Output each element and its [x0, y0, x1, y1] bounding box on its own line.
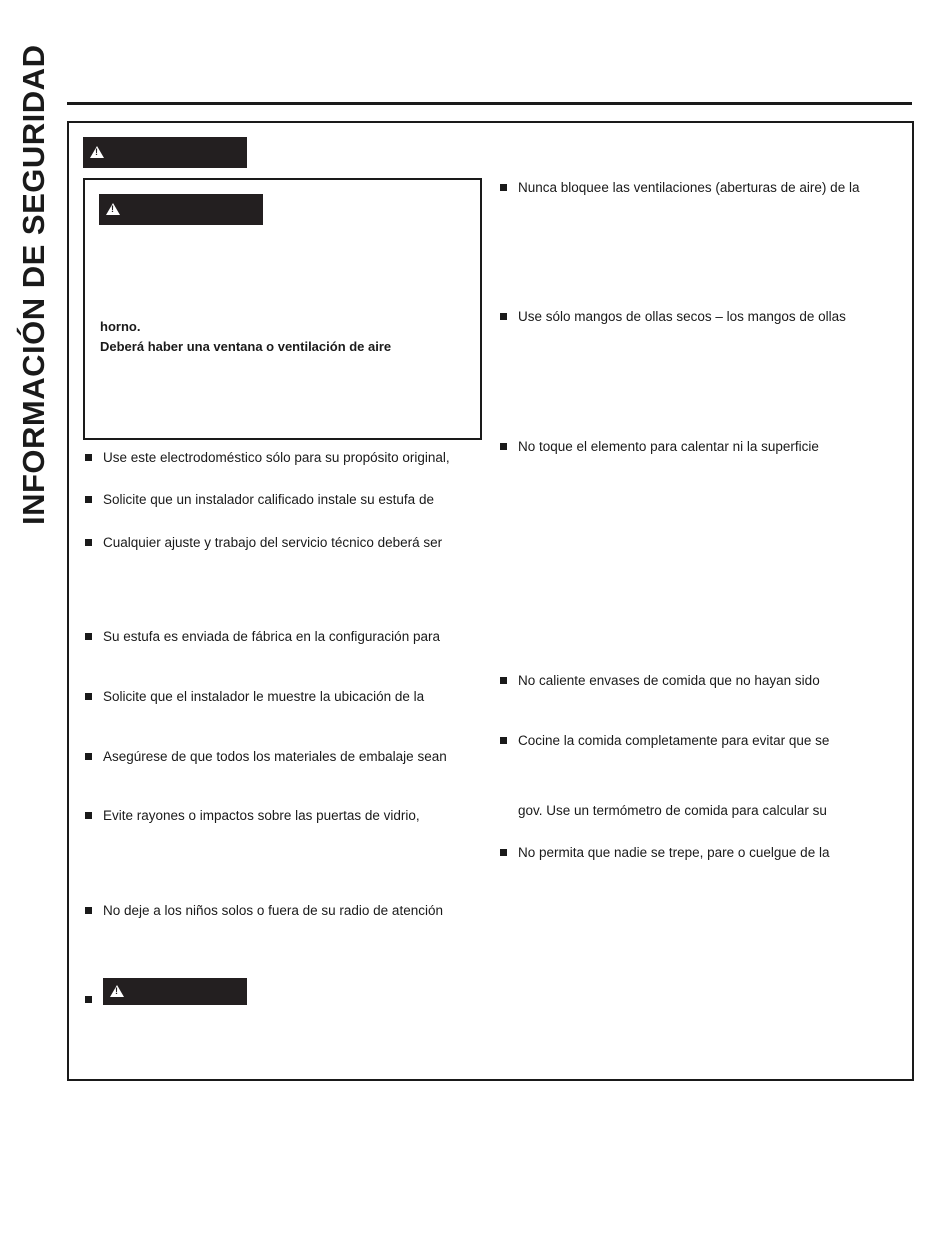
bullet-square-icon: [85, 907, 92, 914]
warning-triangle-icon: [106, 203, 120, 215]
bullet-square-icon: [85, 753, 92, 760]
warning-label-top: [83, 137, 247, 168]
list-item: No deje a los niños solos o fuera de su radio de atención: [85, 903, 443, 918]
bullet-square-icon: [500, 443, 507, 450]
top-rule: [67, 102, 912, 105]
list-item: Solicite que un instalador calificado instale su estufa de: [85, 492, 434, 507]
list-item: Use este electrodoméstico sólo para su propósito original,: [85, 450, 450, 465]
list-item: Cualquier ajuste y trabajo del servicio técnico deberá ser: [85, 535, 442, 550]
warning-triangle-icon: [90, 146, 104, 158]
bullet-square-icon: [500, 184, 507, 191]
bullet-square-icon: [85, 812, 92, 819]
warning-triangle-icon: [110, 985, 124, 997]
list-item: Cocine la comida completamente para evitar que se: [500, 733, 829, 748]
list-item: Nunca bloquee las ventilaciones (aberturas de aire) de la: [500, 180, 859, 195]
bullet-square-icon: [85, 496, 92, 503]
list-item: Asegúrese de que todos los materiales de embalaje sean: [85, 749, 447, 764]
section-side-title: INFORMACIÓN DE SEGURIDAD: [16, 44, 51, 525]
list-item: Solicite que el instalador le muestre la ubicación de la: [85, 689, 424, 704]
bullet-square-icon: [85, 693, 92, 700]
inner-box-line: horno.: [100, 319, 141, 334]
bullet-square-icon: [85, 539, 92, 546]
list-item: No caliente envases de comida que no hayan sido: [500, 673, 820, 688]
list-item: Use sólo mangos de ollas secos – los mangos de ollas: [500, 309, 846, 324]
bullet-square-icon: [85, 996, 92, 1003]
list-item: Evite rayones o impactos sobre las puertas de vidrio,: [85, 808, 420, 823]
bullet-square-icon: [85, 454, 92, 461]
bullet-square-icon: [500, 737, 507, 744]
bullet-square-icon: [500, 313, 507, 320]
list-item-continuation: gov. Use un termómetro de comida para calcular su: [518, 803, 827, 818]
list-item: [85, 992, 103, 1007]
list-item: No toque el elemento para calentar ni la superficie: [500, 439, 819, 454]
warning-label-inner: [99, 194, 263, 225]
bullet-square-icon: [85, 633, 92, 640]
list-item: Su estufa es enviada de fábrica en la configuración para: [85, 629, 440, 644]
bullet-square-icon: [500, 849, 507, 856]
bullet-square-icon: [500, 677, 507, 684]
inner-box-line: Deberá haber una ventana o ventilación de aire: [100, 339, 392, 354]
warning-label-bottom: [103, 978, 247, 1005]
list-item: No permita que nadie se trepe, pare o cuelgue de la: [500, 845, 829, 860]
